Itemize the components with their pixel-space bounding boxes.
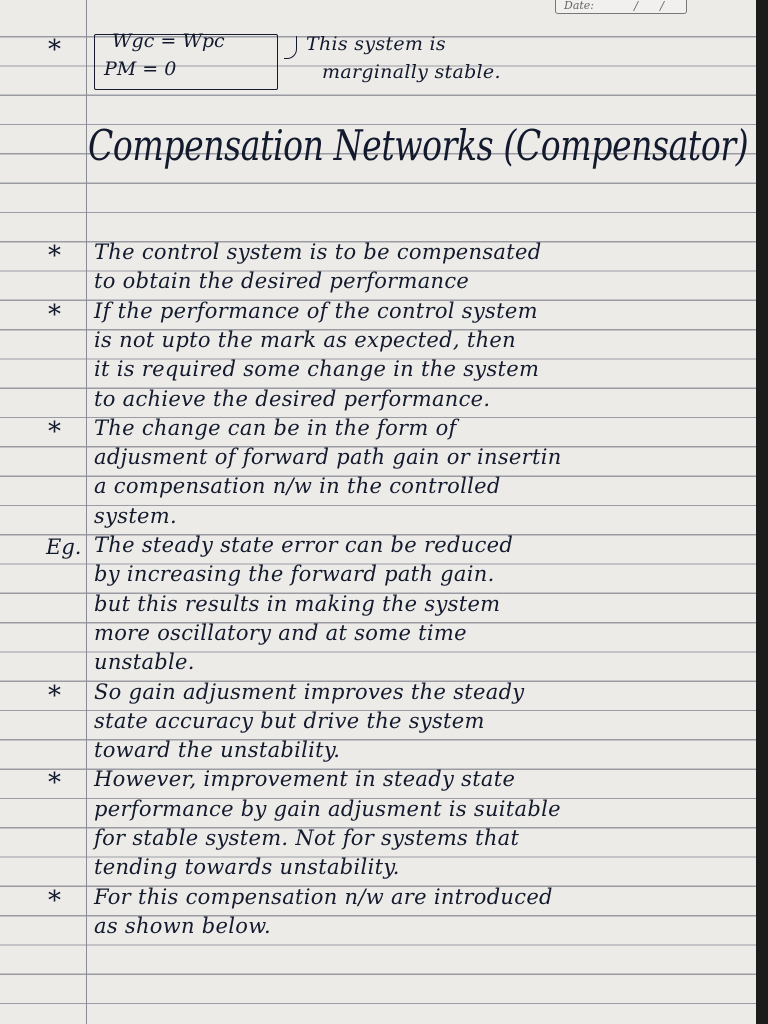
note-line-1: This system is	[306, 33, 446, 55]
bullet-marker: *	[48, 241, 61, 271]
text-line: The change can be in the form of	[94, 415, 457, 440]
text-line: If the performance of the control system	[94, 298, 538, 323]
example-marker: Eg.	[46, 535, 82, 559]
date-separator: /	[634, 0, 639, 13]
text-line: tending towards unstability.	[94, 855, 400, 880]
text-line: to achieve the desired performance.	[94, 386, 491, 411]
text-line: So gain adjusment improves the steady	[94, 679, 525, 704]
date-label: Date:	[564, 0, 595, 12]
text-line: as shown below.	[94, 913, 271, 938]
bullet-marker: *	[48, 416, 61, 447]
note-line-2: marginally stable.	[322, 61, 501, 83]
equation-line-1: Wgc = Wpc	[112, 30, 225, 52]
text-line: for stable system. Not for systems that	[94, 826, 520, 850]
text-line: it is required some change in the system	[94, 357, 540, 382]
text-line: is not upto the mark as expected, then	[94, 327, 516, 352]
text-line: For this compensation n/w are introduced	[94, 884, 553, 909]
page-heading: Compensation Networks (Compensator)	[88, 121, 749, 170]
text-line: adjusment of forward path gain or insertin	[94, 445, 562, 470]
text-line: by increasing the forward path gain.	[94, 562, 495, 587]
bullet-marker: *	[48, 35, 61, 65]
bullet-marker: *	[48, 768, 61, 799]
text-line: a compensation n/w in the controlled	[94, 474, 501, 499]
bullet-marker: *	[48, 299, 61, 330]
text-line: The control system is to be compensated	[94, 240, 542, 264]
bullet-marker: *	[48, 680, 61, 711]
text-line: performance by gain adjusment is suitable	[94, 796, 561, 821]
text-line: but this results in making the system	[94, 591, 501, 616]
date-box	[555, 0, 687, 14]
equation-line-2: PM = 0	[104, 58, 177, 80]
text-line: toward the unstability.	[94, 738, 341, 763]
bullet-marker: *	[48, 885, 61, 916]
date-separator: /	[660, 0, 665, 13]
text-line: The steady state error can be reduced	[94, 533, 514, 557]
text-line: unstable.	[94, 650, 195, 675]
text-line: more oscillatory and at some time	[94, 620, 467, 645]
text-line: to obtain the desired performance	[94, 269, 470, 294]
text-line: system.	[94, 503, 177, 528]
text-line: state accuracy but drive the system	[94, 708, 485, 733]
bracket-mark	[284, 36, 297, 59]
text-line: However, improvement in steady state	[94, 767, 516, 792]
